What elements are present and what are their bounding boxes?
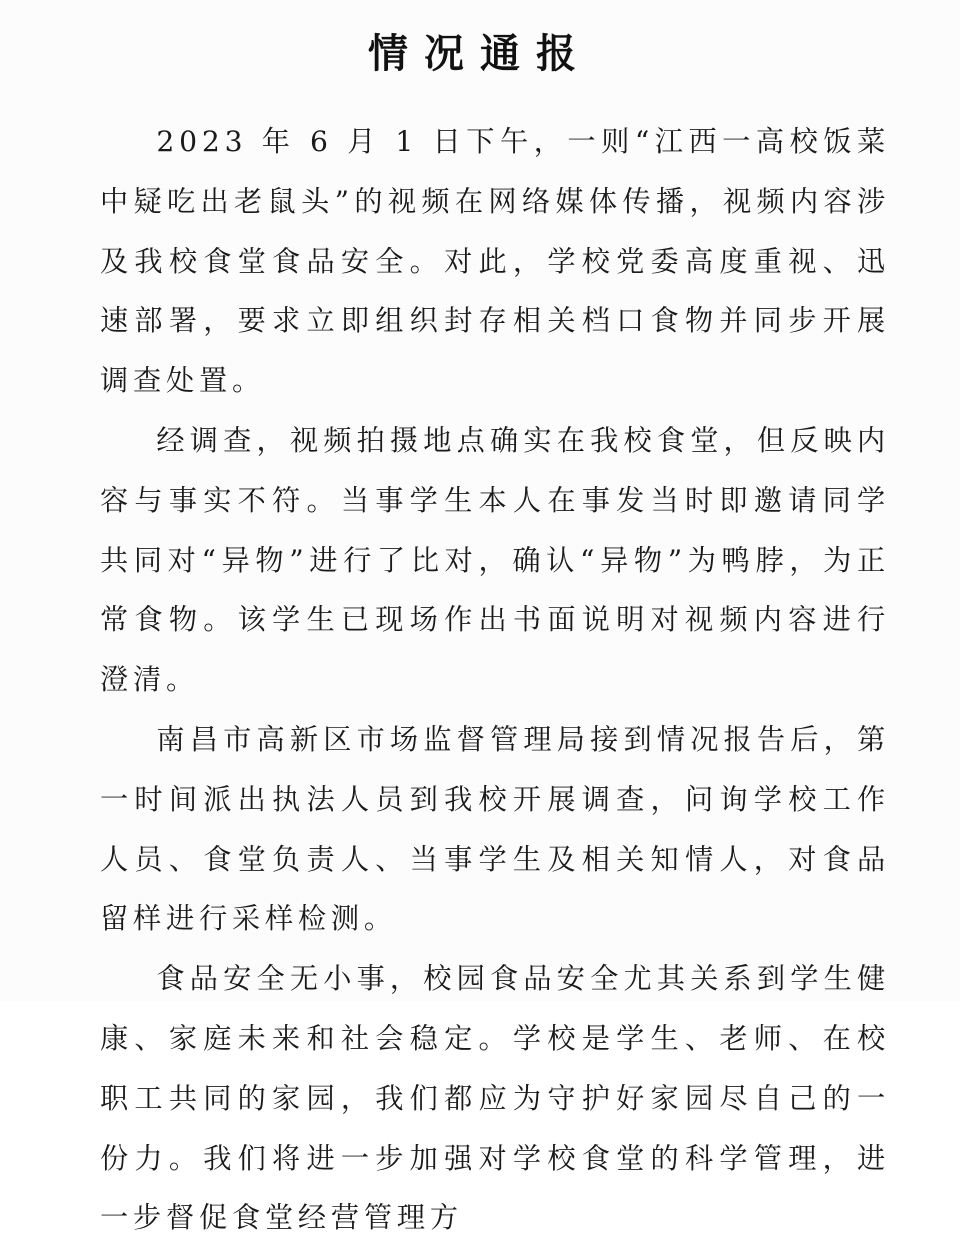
paragraph-3: 南昌市高新区市场监督管理局接到情况报告后，第一时间派出执法人员到我校开展调查，问询学校工作人员、食堂负责人、当事学生及相关知情人，对食品留样进行采样检测。 (100, 722, 890, 936)
paragraph-1: 2023 年 6 月 1 日下午，一则“江西一高校饭菜中疑吃出老鼠头”的视频在网络媒体传播，视频内容涉及我校食堂食品安全。对此，学校党委高度重视、迅速部署，要求立即组织封存相关档口食物并同步开展调查处置。 (100, 125, 890, 398)
paragraph-2: 经调查，视频拍摄地点确实在我校食堂，但反映内容与事实不符。当事学生本人在事发当时即邀请同学共同对“异物”进行了比对，确认“异物”为鸭脖，为正常食物。该学生已现场作出书面说明对视频内容进行澄清。 (100, 423, 890, 697)
document-title: 情况通报 (368, 30, 592, 77)
paragraph-4: 食品安全无小事，校园食品安全尤其关系到学生健康、家庭未来和社会稳定。学校是学生、老师、在校职工共同的家园，我们都应为守护好家园尽自己的一份力。我们将进一步加强对学校食堂的科学管理，进一步督促食堂经营管理方 (100, 962, 890, 1235)
document-body (100, 112, 890, 1248)
